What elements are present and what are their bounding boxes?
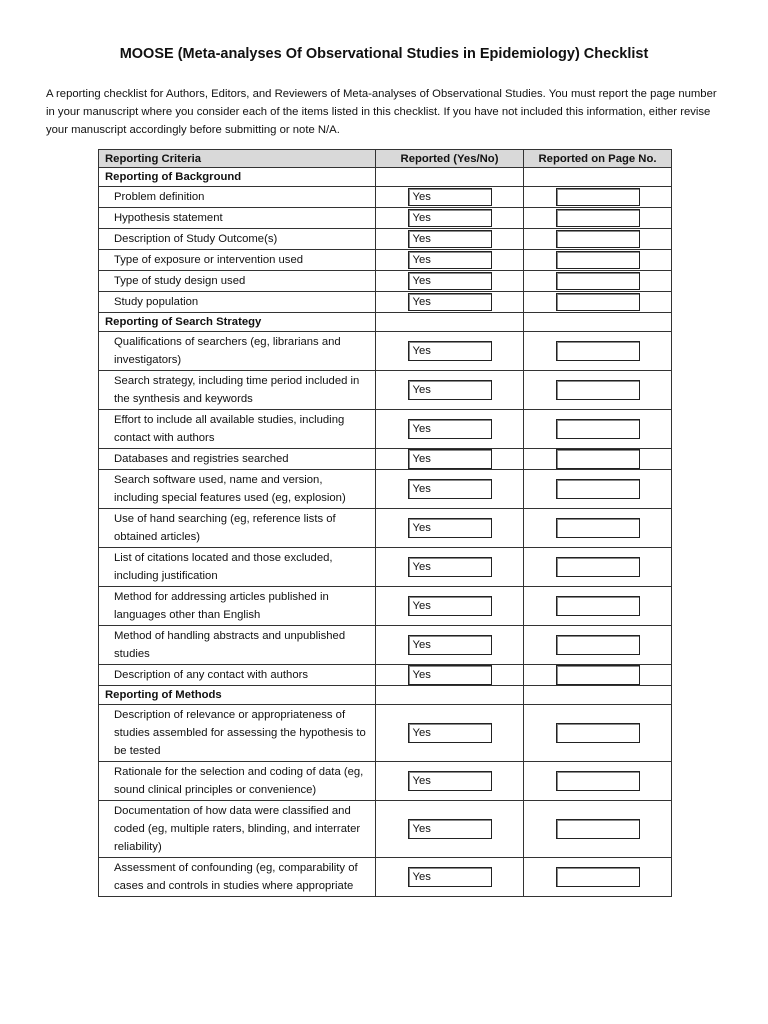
page-number-cell bbox=[524, 626, 672, 665]
page-number-cell bbox=[524, 229, 672, 250]
checklist-body bbox=[99, 168, 672, 897]
table-row bbox=[99, 332, 672, 371]
section-empty-cell bbox=[376, 168, 524, 187]
reported-cell bbox=[376, 449, 524, 470]
reported-yes-no-field[interactable]: Yes bbox=[408, 771, 492, 791]
page-number-field[interactable] bbox=[556, 188, 640, 206]
table-row bbox=[99, 509, 672, 548]
page-number-cell bbox=[524, 250, 672, 271]
table-row bbox=[99, 292, 672, 313]
reported-cell bbox=[376, 271, 524, 292]
reported-cell bbox=[376, 332, 524, 371]
intro-paragraph: A reporting checklist for Authors, Editors, and Reviewers of Meta-analyses of Observational Studies. You must report the page number in your manuscript where you consider each of the items listed in this checklist. If you have not included this information, either revise your manuscript accordingly before submitting or note N/A. bbox=[46, 88, 717, 136]
reported-cell bbox=[376, 250, 524, 271]
table-row bbox=[99, 371, 672, 410]
reported-yes-no-field[interactable]: Yes bbox=[408, 819, 492, 839]
criterion-label: Method of handling abstracts and unpublished studies bbox=[99, 626, 376, 665]
table-row bbox=[99, 410, 672, 449]
reported-cell bbox=[376, 665, 524, 686]
page-number-field[interactable] bbox=[556, 557, 640, 577]
reported-yes-no-field[interactable]: Yes bbox=[408, 341, 492, 361]
page-number-field[interactable] bbox=[556, 209, 640, 227]
table-row bbox=[99, 548, 672, 587]
page-number-cell bbox=[524, 332, 672, 371]
table-row bbox=[99, 187, 672, 208]
page-number-field[interactable] bbox=[556, 449, 640, 469]
reported-yes-no-field[interactable]: Yes bbox=[408, 635, 492, 655]
criterion-label: Search software used, name and version, including special features used (eg, explosion) bbox=[99, 470, 376, 509]
reported-cell bbox=[376, 509, 524, 548]
page-number-field[interactable] bbox=[556, 341, 640, 361]
section-title: Reporting of Methods bbox=[99, 686, 376, 705]
reported-yes-no-field[interactable]: Yes bbox=[408, 380, 492, 400]
reported-cell bbox=[376, 762, 524, 801]
section-empty-cell bbox=[524, 168, 672, 187]
page-number-field[interactable] bbox=[556, 665, 640, 685]
criterion-label: Effort to include all available studies, including contact with authors bbox=[99, 410, 376, 449]
table-header-row bbox=[99, 150, 672, 168]
page-number-cell bbox=[524, 208, 672, 229]
page-number-field[interactable] bbox=[556, 293, 640, 311]
checklist-table bbox=[98, 149, 672, 897]
page-number-cell bbox=[524, 858, 672, 897]
criterion-label: Type of study design used bbox=[99, 271, 376, 292]
header-page-number: Reported on Page No. bbox=[524, 150, 672, 168]
reported-yes-no-field[interactable]: Yes bbox=[408, 251, 492, 269]
page-title: MOOSE (Meta-analyses Of Observational Studies in Epidemiology) Checklist bbox=[119, 46, 649, 62]
page-number-field[interactable] bbox=[556, 251, 640, 269]
criterion-label: Assessment of confounding (eg, comparability of cases and controls in studies where appropriate bbox=[99, 858, 376, 897]
reported-cell bbox=[376, 858, 524, 897]
reported-yes-no-field[interactable]: Yes bbox=[408, 557, 492, 577]
page-number-cell bbox=[524, 762, 672, 801]
table-row bbox=[99, 271, 672, 292]
page-number-cell bbox=[524, 665, 672, 686]
section-title: Reporting of Search Strategy bbox=[99, 313, 376, 332]
criterion-label: Description of relevance or appropriateness of studies assembled for assessing the hypothesis to be tested bbox=[99, 705, 376, 762]
criterion-label: Type of exposure or intervention used bbox=[99, 250, 376, 271]
criterion-label: Use of hand searching (eg, reference lists of obtained articles) bbox=[99, 509, 376, 548]
reported-yes-no-field[interactable]: Yes bbox=[408, 230, 492, 248]
page-number-cell bbox=[524, 587, 672, 626]
table-row bbox=[99, 626, 672, 665]
criterion-label: List of citations located and those excluded, including justification bbox=[99, 548, 376, 587]
reported-cell bbox=[376, 705, 524, 762]
page-number-cell bbox=[524, 371, 672, 410]
reported-yes-no-field[interactable]: Yes bbox=[408, 867, 492, 887]
reported-cell bbox=[376, 187, 524, 208]
table-row bbox=[99, 449, 672, 470]
table-row bbox=[99, 208, 672, 229]
page-number-field[interactable] bbox=[556, 819, 640, 839]
reported-yes-no-field[interactable]: Yes bbox=[408, 419, 492, 439]
page-number-field[interactable] bbox=[556, 518, 640, 538]
page-number-cell bbox=[524, 187, 672, 208]
section-empty-cell bbox=[524, 686, 672, 705]
reported-yes-no-field[interactable]: Yes bbox=[408, 723, 492, 743]
table-row bbox=[99, 801, 672, 858]
reported-cell bbox=[376, 410, 524, 449]
section-empty-cell bbox=[376, 313, 524, 332]
reported-yes-no-field[interactable]: Yes bbox=[408, 209, 492, 227]
page-number-field[interactable] bbox=[556, 723, 640, 743]
page-number-cell bbox=[524, 801, 672, 858]
criterion-label: Search strategy, including time period included in the synthesis and keywords bbox=[99, 371, 376, 410]
page-number-field[interactable] bbox=[556, 596, 640, 616]
page-number-cell bbox=[524, 271, 672, 292]
table-row bbox=[99, 587, 672, 626]
criterion-label: Hypothesis statement bbox=[99, 208, 376, 229]
page-number-field[interactable] bbox=[556, 419, 640, 439]
table-row bbox=[99, 705, 672, 762]
reported-cell bbox=[376, 371, 524, 410]
reported-yes-no-field[interactable]: Yes bbox=[408, 293, 492, 311]
page-number-cell bbox=[524, 548, 672, 587]
criterion-label: Description of any contact with authors bbox=[99, 665, 376, 686]
page-number-cell bbox=[524, 705, 672, 762]
page-number-field[interactable] bbox=[556, 380, 640, 400]
reported-yes-no-field[interactable]: Yes bbox=[408, 272, 492, 290]
reported-cell bbox=[376, 548, 524, 587]
page-number-cell bbox=[524, 410, 672, 449]
criterion-label: Documentation of how data were classified and coded (eg, multiple raters, blinding, and interrater reliability) bbox=[99, 801, 376, 858]
reported-cell bbox=[376, 292, 524, 313]
criterion-label: Method for addressing articles published in languages other than English bbox=[99, 587, 376, 626]
section-row bbox=[99, 168, 672, 187]
reported-yes-no-field[interactable]: Yes bbox=[408, 596, 492, 616]
section-empty-cell bbox=[524, 313, 672, 332]
reported-cell bbox=[376, 470, 524, 509]
criterion-label: Study population bbox=[99, 292, 376, 313]
table-row bbox=[99, 250, 672, 271]
page-number-field[interactable] bbox=[556, 635, 640, 655]
page-number-field[interactable] bbox=[556, 230, 640, 248]
criterion-label: Problem definition bbox=[99, 187, 376, 208]
reported-yes-no-field[interactable]: Yes bbox=[408, 449, 492, 469]
reported-yes-no-field[interactable]: Yes bbox=[408, 188, 492, 206]
page-number-field[interactable] bbox=[556, 771, 640, 791]
table-row bbox=[99, 858, 672, 897]
reported-yes-no-field[interactable]: Yes bbox=[408, 479, 492, 499]
page-number-cell bbox=[524, 292, 672, 313]
header-reported-yes-no: Reported (Yes/No) bbox=[376, 150, 524, 168]
criterion-label: Databases and registries searched bbox=[99, 449, 376, 470]
reported-cell bbox=[376, 587, 524, 626]
table-row bbox=[99, 762, 672, 801]
page-number-field[interactable] bbox=[556, 272, 640, 290]
page-number-field[interactable] bbox=[556, 867, 640, 887]
table-row bbox=[99, 665, 672, 686]
reported-cell bbox=[376, 229, 524, 250]
reported-cell bbox=[376, 626, 524, 665]
table-row bbox=[99, 229, 672, 250]
criterion-label: Rationale for the selection and coding of data (eg, sound clinical principles or convenience) bbox=[99, 762, 376, 801]
criterion-label: Qualifications of searchers (eg, librarians and investigators) bbox=[99, 332, 376, 371]
section-row bbox=[99, 313, 672, 332]
page-number-cell bbox=[524, 470, 672, 509]
page-number-field[interactable] bbox=[556, 479, 640, 499]
reported-cell bbox=[376, 801, 524, 858]
page-number-cell bbox=[524, 449, 672, 470]
criterion-label: Description of Study Outcome(s) bbox=[99, 229, 376, 250]
header-reporting-criteria: Reporting Criteria bbox=[99, 150, 376, 168]
reported-yes-no-field[interactable]: Yes bbox=[408, 665, 492, 685]
section-row bbox=[99, 686, 672, 705]
reported-cell bbox=[376, 208, 524, 229]
page-number-cell bbox=[524, 509, 672, 548]
table-row bbox=[99, 470, 672, 509]
section-title: Reporting of Background bbox=[99, 168, 376, 187]
section-empty-cell bbox=[376, 686, 524, 705]
reported-yes-no-field[interactable]: Yes bbox=[408, 518, 492, 538]
